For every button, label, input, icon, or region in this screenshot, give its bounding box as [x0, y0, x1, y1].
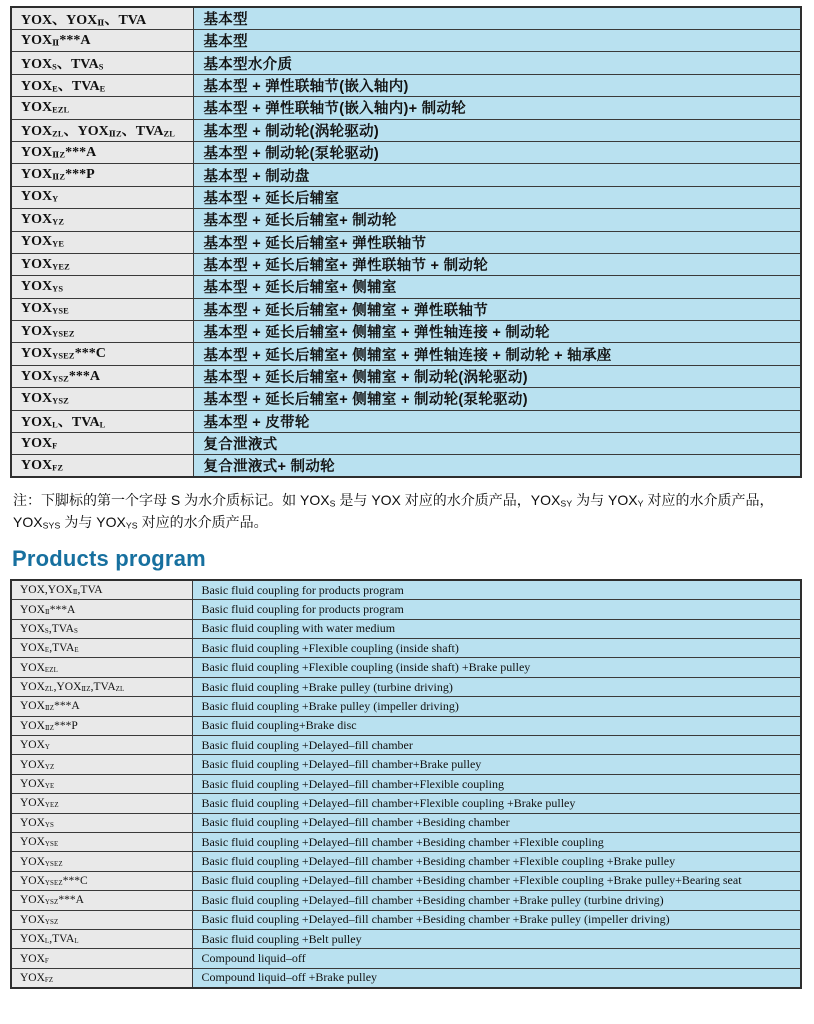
table-row: [11, 716, 801, 735]
model-name-cell: $YOX_{YSEZ}***C$: [11, 871, 192, 890]
model-name-cell: $YOX_L,TVA_L$: [11, 929, 192, 948]
table-row: [11, 30, 801, 52]
description-cell: Basic fluid coupling with water medium: [192, 619, 801, 638]
table-row: [11, 321, 801, 343]
table-row: [11, 833, 801, 852]
description-cell: 基本型 + 延长后辅室+ 侧辅室 + 弹性联轴节: [193, 298, 801, 320]
model-name-cell: YOX、$YOX_Ⅱ$、TVA: [11, 7, 193, 30]
water-medium-footnote: 注：下脚标的第一个字母 S 为水介质标记。如 $YOX_S$ 是与 YOX 对应的水介质产品，$YOX_{SY}$ 为与 $YOX_Y$ 对应的水介质产品，$YOX_{SYS}$ 为与 $YOX_{YS}$ 对应的水介质产品。: [13, 492, 774, 531]
description-cell: Basic fluid coupling +Delayed–fill chamber+Brake pulley: [192, 755, 801, 774]
model-name-cell: $YOX,YOX_Ⅱ,TVA$: [11, 580, 192, 599]
description-cell: Basic fluid coupling +Flexible coupling (inside shaft) +Brake pulley: [192, 658, 801, 677]
model-name-cell: $YOX_{ⅡZ}***A$: [11, 141, 193, 163]
table-row: [11, 929, 801, 948]
model-name-cell: $YOX_{EZL}$: [11, 97, 193, 119]
table-row: [11, 97, 801, 119]
table-row: [11, 639, 801, 658]
description-cell: 基本型 + 制动轮(泵轮驱动): [193, 141, 801, 163]
description-cell: Basic fluid coupling for products program: [192, 600, 801, 619]
model-name-cell: $YOX_{ZL},YOX_{ⅡZ},TVA_{ZL}$: [11, 677, 192, 696]
description-cell: Basic fluid coupling+Brake disc: [192, 716, 801, 735]
description-cell: 基本型 + 延长后辅室+ 弹性联轴节 + 制动轮: [193, 253, 801, 275]
description-cell: 基本型 + 延长后辅室+ 侧辅室: [193, 276, 801, 298]
table-row: [11, 455, 801, 478]
model-name-cell: $YOX_{FZ}$: [11, 968, 192, 987]
description-cell: Basic fluid coupling +Belt pulley: [192, 929, 801, 948]
table-row: [11, 658, 801, 677]
description-cell: 基本型 + 制动轮(涡轮驱动): [193, 119, 801, 141]
description-cell: 基本型 + 制动盘: [193, 164, 801, 186]
model-name-cell: $YOX_Ⅱ***A$: [11, 600, 192, 619]
table-row: [11, 871, 801, 890]
model-name-cell: $YOX_{YSZ}$: [11, 910, 192, 929]
table-row: [11, 209, 801, 231]
description-cell: Basic fluid coupling +Delayed–fill chamber +Besiding chamber +Brake pulley (turbine driving): [192, 891, 801, 910]
model-name-cell: $YOX_{YSEZ}***C$: [11, 343, 193, 365]
model-name-cell: $YOX_{ZL}$、$YOX_{ⅡZ}$、$TVA_{ZL}$: [11, 119, 193, 141]
description-cell: Basic fluid coupling for products program: [192, 580, 801, 599]
product-config-table-cn: [10, 6, 802, 478]
table-row: [11, 968, 801, 987]
table-row: [11, 813, 801, 832]
table-row: [11, 697, 801, 716]
description-cell: Basic fluid coupling +Brake pulley (turbine driving): [192, 677, 801, 696]
model-name-cell: $YOX_Ⅱ***A$: [11, 30, 193, 52]
description-cell: Compound liquid–off +Brake pulley: [192, 968, 801, 987]
model-name-cell: $YOX_{YS}$: [11, 276, 193, 298]
model-name-cell: $YOX_S$、$TVA_S$: [11, 52, 193, 74]
table-row: [11, 7, 801, 30]
table-row: [11, 276, 801, 298]
description-cell: Basic fluid coupling +Delayed–fill chamber+Flexible coupling: [192, 774, 801, 793]
table-row: [11, 410, 801, 432]
description-cell: 基本型: [193, 7, 801, 30]
model-name-cell: $YOX_{YE}$: [11, 231, 193, 253]
model-name-cell: $YOX_{YSE}$: [11, 833, 192, 852]
product-program-table-en: [10, 579, 802, 988]
description-cell: Basic fluid coupling +Delayed–fill chamber: [192, 736, 801, 755]
model-name-cell: $YOX_{YE}$: [11, 774, 192, 793]
section-heading-products-program: Products program: [12, 546, 206, 572]
description-cell: Compound liquid–off: [192, 949, 801, 968]
model-name-cell: $YOX_E$、$TVA_E$: [11, 74, 193, 96]
table-row: [11, 298, 801, 320]
description-cell: 基本型水介质: [193, 52, 801, 74]
description-cell: 基本型 + 延长后辅室+ 制动轮: [193, 209, 801, 231]
model-name-cell: $YOX_{YSE}$: [11, 298, 193, 320]
model-name-cell: $YOX_{FZ}$: [11, 455, 193, 478]
model-name-cell: $YOX_{YEZ}$: [11, 794, 192, 813]
description-cell: 基本型: [193, 30, 801, 52]
description-cell: 基本型 + 延长后辅室: [193, 186, 801, 208]
model-name-cell: $YOX_F$: [11, 433, 193, 455]
description-cell: 基本型 + 延长后辅室+ 侧辅室 + 弹性轴连接 + 制动轮: [193, 321, 801, 343]
table-row: [11, 74, 801, 96]
description-cell: Basic fluid coupling +Delayed–fill chamber +Besiding chamber +Flexible coupling: [192, 833, 801, 852]
model-name-cell: $YOX_{YEZ}$: [11, 253, 193, 275]
table-row: [11, 677, 801, 696]
model-name-cell: $YOX_S,TVA_S$: [11, 619, 192, 638]
model-name-cell: $YOX_{YSZ}***A$: [11, 891, 192, 910]
model-name-cell: $YOX_{YZ}$: [11, 755, 192, 774]
model-name-cell: $YOX_{YSZ}$: [11, 388, 193, 410]
table-row: [11, 365, 801, 387]
table-row: [11, 774, 801, 793]
description-cell: 基本型 + 弹性联轴节(嵌入轴内): [193, 74, 801, 96]
model-name-cell: $YOX_Y$: [11, 736, 192, 755]
table-row: [11, 388, 801, 410]
description-cell: 基本型 + 皮带轮: [193, 410, 801, 432]
description-cell: 基本型 + 延长后辅室+ 侧辅室 + 制动轮(涡轮驱动): [193, 365, 801, 387]
model-name-cell: $YOX_{YSEZ}$: [11, 852, 192, 871]
table-row: [11, 852, 801, 871]
table-row: [11, 343, 801, 365]
table-row: [11, 736, 801, 755]
description-cell: Basic fluid coupling +Delayed–fill chamber +Besiding chamber +Flexible coupling +Brake pulley: [192, 852, 801, 871]
table-row: [11, 755, 801, 774]
model-name-cell: $YOX_{ⅡZ}***P$: [11, 164, 193, 186]
description-cell: 复合泄液式+ 制动轮: [193, 455, 801, 478]
table-row: [11, 164, 801, 186]
table-row: [11, 794, 801, 813]
model-name-cell: $YOX_L$、$TVA_L$: [11, 410, 193, 432]
model-name-cell: $YOX_{ⅡZ}***P$: [11, 716, 192, 735]
description-cell: 基本型 + 延长后辅室+ 侧辅室 + 制动轮(泵轮驱动): [193, 388, 801, 410]
model-name-cell: $YOX_Y$: [11, 186, 193, 208]
description-cell: Basic fluid coupling +Delayed–fill chamber +Besiding chamber +Brake pulley (impeller driving): [192, 910, 801, 929]
table-row: [11, 119, 801, 141]
table-row: [11, 949, 801, 968]
table-row: [11, 619, 801, 638]
table-row: [11, 580, 801, 599]
model-name-cell: $YOX_F$: [11, 949, 192, 968]
model-name-cell: $YOX_E,TVA_E$: [11, 639, 192, 658]
table-row: [11, 600, 801, 619]
description-cell: Basic fluid coupling +Delayed–fill chamber+Flexible coupling +Brake pulley: [192, 794, 801, 813]
model-name-cell: $YOX_{YZ}$: [11, 209, 193, 231]
table-row: [11, 141, 801, 163]
model-name-cell: $YOX_{EZL}$: [11, 658, 192, 677]
model-name-cell: $YOX_{YSZ}***A$: [11, 365, 193, 387]
description-cell: 基本型 + 弹性联轴节(嵌入轴内)+ 制动轮: [193, 97, 801, 119]
table-row: [11, 52, 801, 74]
description-cell: Basic fluid coupling +Delayed–fill chamber +Besiding chamber: [192, 813, 801, 832]
model-name-cell: $YOX_{YSEZ}$: [11, 321, 193, 343]
table-row: [11, 891, 801, 910]
description-cell: 复合泄液式: [193, 433, 801, 455]
description-cell: Basic fluid coupling +Delayed–fill chamber +Besiding chamber +Flexible coupling +Brake pulley+Bearing seat: [192, 871, 801, 890]
model-name-cell: $YOX_{YS}$: [11, 813, 192, 832]
table-row: [11, 433, 801, 455]
description-cell: Basic fluid coupling +Brake pulley (impeller driving): [192, 697, 801, 716]
table-row: [11, 910, 801, 929]
description-cell: Basic fluid coupling +Flexible coupling (inside shaft): [192, 639, 801, 658]
model-name-cell: $YOX_{ⅡZ}***A$: [11, 697, 192, 716]
table-row: [11, 253, 801, 275]
description-cell: 基本型 + 延长后辅室+ 弹性联轴节: [193, 231, 801, 253]
table-row: [11, 231, 801, 253]
table-row: [11, 186, 801, 208]
description-cell: 基本型 + 延长后辅室+ 侧辅室 + 弹性轴连接 + 制动轮 + 轴承座: [193, 343, 801, 365]
